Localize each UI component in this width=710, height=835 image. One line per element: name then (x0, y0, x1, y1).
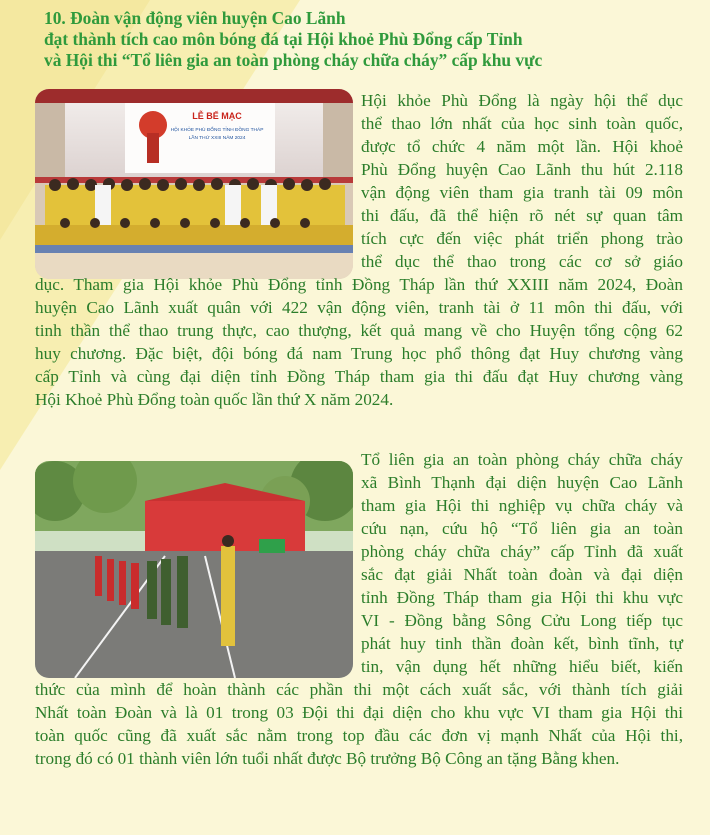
section-title-line: và Hội thi “Tổ liên gia an toàn phòng cháy chữa cháy” cấp khu vực (44, 50, 543, 70)
paragraph-2-line: phòng cháy chữa cháy” cấp Tỉnh đã xuất (361, 542, 683, 561)
banner-subtitle: HỘI KHỎE PHÙ ĐỔNG TỈNH ĐỒNG THÁP (170, 128, 264, 133)
paragraph-2-wrapped (361, 448, 683, 678)
paragraph-2-line: VI - Đồng bằng Sông Cửu Long tiếp tục (361, 611, 683, 630)
paragraph-1-line: tích cực đến việc phát triển phong trào (361, 229, 683, 248)
paragraph-1-line: cấp Tỉnh và cùng đại diện tỉnh Đồng Tháp tham gia thi đấu đạt Huy chương vàng (35, 367, 683, 386)
paragraph-2-line: tin, vận dụng hết những hiểu biết, kiến (361, 657, 683, 676)
section-title-line: 10. Đoàn vận động viên huyện Cao Lãnh (44, 8, 346, 28)
paragraph-1-line: dục. Tham gia Hội khỏe Phù Đổng tỉnh Đồng Tháp lần thứ XXIII năm 2024, Đoàn (35, 275, 683, 294)
paragraph-2-line: tỉnh Đồng Tháp tham gia Hội thi khu vực (361, 588, 683, 607)
team-players (35, 178, 353, 253)
paragraph-2-line: toàn quốc cũng đã xuất sắc nằm trong top đầu các đơn vị mạnh Nhất của Hội thi, (35, 726, 683, 745)
paragraph-1-full (35, 273, 683, 411)
section-title (44, 8, 684, 71)
paragraph-2-line: trong đó có 01 thành viên lớn tuổi nhất được Bộ trưởng Bộ Công an tặng Bằng khen. (35, 749, 620, 768)
banner-title: LỄ BẾ MẠC (192, 111, 242, 121)
paragraph-1-line: vận động viên tham gia tranh tài 09 môn (361, 183, 683, 202)
paragraph-1-line: Hội khỏe Phù Đổng là ngày hội thể dục (361, 91, 683, 110)
paragraph-1-line: thi đấu, đã thể hiện rõ nét sự quan tâm (361, 206, 683, 225)
paragraph-1-line: Hội Khoẻ Phù Đổng toàn quốc lần thứ X năm 2024. (35, 390, 394, 409)
paragraph-1-line: tinh thần thể thao trung thực, cao thượng, kết quả mang về cho Huyện tổng cộng 62 (35, 321, 683, 340)
paragraph-1-line: huy chương. Đặc biệt, đội bóng đá nam Trung học phổ thông đạt Huy chương vàng (35, 344, 683, 363)
paragraph-2-line: sắc đạt giải Nhất toàn đoàn và đại diện (361, 565, 683, 584)
banner-subtitle-2: LẦN THỨ XXIII NĂM 2024 (188, 136, 246, 141)
paragraph-2-line: Nhất toàn Đoàn và là 01 trong 03 Đội thi đại diện cho khu vực VI tham gia Hội thi (35, 703, 683, 722)
paragraph-2-line: tham gia Hội thi nghiệp vụ chữa cháy và (361, 496, 683, 515)
paragraph-1-line: Phù Đổng huyện Cao Lãnh thu hút 2.118 (361, 160, 683, 179)
team-group-photo-illustration (35, 89, 353, 279)
paragraph-2-full (35, 678, 683, 770)
paragraph-2-line: thức của mình để hoàn thành các phần thi một cách xuất sắc, với thành tích giải (35, 680, 683, 699)
paragraph-2-line: cứu nạn, cứu hộ “Tổ liên gia an toàn (361, 519, 683, 538)
paragraph-1-line: thể thao lớn nhất của học sinh toàn quốc, (361, 114, 683, 133)
paragraph-1-line: được tổ chức 4 năm một lần. Hội khoẻ (361, 137, 683, 156)
paragraph-1-line: thể dục thể thao trong các cơ sở giáo (361, 252, 683, 271)
fire-safety-parade-photo (35, 461, 353, 678)
paragraph-2-line: phát huy tinh thần đoàn kết, bình tĩnh, tự (361, 634, 683, 653)
fire-safety-parade-illustration (35, 461, 353, 678)
paragraph-2-line: Tổ liên gia an toàn phòng cháy chữa cháy (361, 450, 683, 469)
team-group-photo (35, 89, 353, 279)
section-title-line: đạt thành tích cao môn bóng đá tại Hội khoẻ Phù Đổng cấp Tỉnh (44, 29, 523, 49)
paragraph-1-line: huyện Cao Lãnh xuất quân với 422 vận động viên, tranh tài ở 11 môn thi đấu, với (35, 298, 683, 317)
paragraph-1-wrapped (361, 89, 683, 273)
paragraph-2-line: xã Bình Thạnh đại diện huyện Cao Lãnh (361, 473, 683, 492)
